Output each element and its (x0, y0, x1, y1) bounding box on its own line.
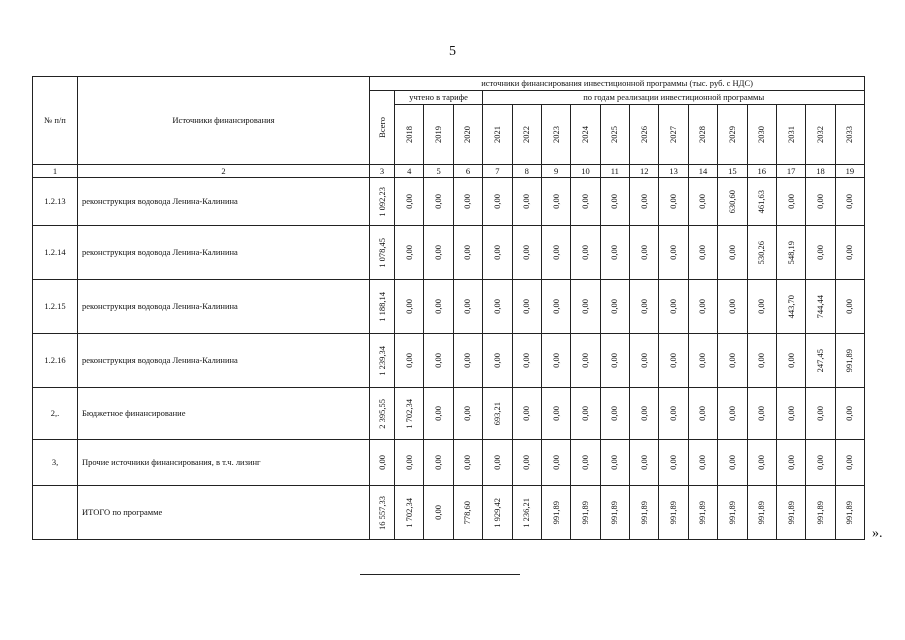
row-year-value: 0,00 (747, 440, 776, 486)
row-year-value: 0,00 (659, 388, 688, 440)
row-year-value: 991,89 (571, 486, 600, 540)
row-year-value: 0,00 (395, 440, 424, 486)
column-number: 16 (747, 165, 776, 178)
row-year-value: 1 702,34 (395, 388, 424, 440)
row-year-value: 991,89 (659, 486, 688, 540)
row-year-value: 991,89 (835, 334, 865, 388)
row-year-value: 630,60 (718, 178, 747, 226)
row-number (33, 486, 78, 540)
header-year: 2027 (659, 105, 688, 165)
row-source-name: реконструкция водовода Ленина-Калинина (78, 226, 370, 280)
row-year-value: 0,00 (659, 280, 688, 334)
row-year-value: 0,00 (718, 334, 747, 388)
row-year-value: 0,00 (424, 486, 453, 540)
row-year-value: 0,00 (424, 440, 453, 486)
row-year-value: 0,00 (718, 388, 747, 440)
header-year: 2031 (776, 105, 805, 165)
row-source-name: реконструкция водовода Ленина-Калинина (78, 280, 370, 334)
financing-table (32, 76, 865, 540)
row-year-value: 0,00 (541, 178, 570, 226)
row-source-name: Прочие источники финансирования, в т.ч. лизинг (78, 440, 370, 486)
row-source-name: реконструкция водовода Ленина-Калинина (78, 334, 370, 388)
row-year-value: 0,00 (630, 440, 659, 486)
header-year: 2020 (453, 105, 482, 165)
column-number: 10 (571, 165, 600, 178)
row-year-value: 0,00 (630, 226, 659, 280)
column-number: 6 (453, 165, 482, 178)
row-year-value: 0,00 (659, 226, 688, 280)
row-year-value: 0,00 (630, 388, 659, 440)
row-number: 2,. (33, 388, 78, 440)
row-year-value: 0,00 (835, 440, 865, 486)
row-year-value: 0,00 (835, 388, 865, 440)
row-year-value: 0,00 (571, 440, 600, 486)
row-total: 2 395,55 (370, 388, 395, 440)
row-year-value: 0,00 (395, 226, 424, 280)
column-number: 15 (718, 165, 747, 178)
row-year-value: 0,00 (659, 440, 688, 486)
row-year-value: 0,00 (718, 440, 747, 486)
row-year-value: 744,44 (806, 280, 835, 334)
row-year-value: 991,89 (541, 486, 570, 540)
row-year-value: 0,00 (776, 440, 805, 486)
row-year-value: 0,00 (776, 334, 805, 388)
row-year-value: 0,00 (483, 226, 512, 280)
row-year-value: 0,00 (747, 334, 776, 388)
row-number: 3, (33, 440, 78, 486)
table-row (33, 334, 865, 388)
row-year-value: 530,26 (747, 226, 776, 280)
row-year-value: 0,00 (483, 178, 512, 226)
row-year-value: 0,00 (747, 388, 776, 440)
header-year: 2032 (806, 105, 835, 165)
row-year-value: 0,00 (600, 388, 629, 440)
row-total: 1 239,34 (370, 334, 395, 388)
column-numbers-row (33, 165, 865, 178)
table-row (33, 388, 865, 440)
column-number: 8 (512, 165, 541, 178)
header-year: 2029 (718, 105, 747, 165)
row-year-value: 0,00 (424, 334, 453, 388)
header-year: 2026 (630, 105, 659, 165)
row-year-value: 693,21 (483, 388, 512, 440)
row-year-value: 0,00 (395, 280, 424, 334)
header-year: 2024 (571, 105, 600, 165)
table-row (33, 178, 865, 226)
header-year: 2023 (541, 105, 570, 165)
table-row (33, 486, 865, 540)
table-row (33, 226, 865, 280)
row-number: 1.2.14 (33, 226, 78, 280)
row-year-value: 0,00 (718, 280, 747, 334)
row-year-value: 0,00 (541, 388, 570, 440)
row-number: 1.2.15 (33, 280, 78, 334)
column-number: 3 (370, 165, 395, 178)
row-year-value: 0,00 (512, 334, 541, 388)
column-number: 12 (630, 165, 659, 178)
row-year-value: 0,00 (512, 280, 541, 334)
row-year-value: 0,00 (453, 178, 482, 226)
row-year-value: 0,00 (571, 226, 600, 280)
row-year-value: 0,00 (688, 334, 717, 388)
header-year: 2022 (512, 105, 541, 165)
row-year-value: 0,00 (630, 334, 659, 388)
column-number: 9 (541, 165, 570, 178)
row-year-value: 991,89 (776, 486, 805, 540)
row-year-value: 0,00 (747, 280, 776, 334)
row-year-value: 0,00 (600, 440, 629, 486)
row-year-value: 991,89 (688, 486, 717, 540)
row-year-value: 0,00 (571, 388, 600, 440)
row-year-value: 0,00 (483, 280, 512, 334)
row-year-value: 0,00 (659, 334, 688, 388)
header-year: 2030 (747, 105, 776, 165)
row-year-value: 991,89 (835, 486, 865, 540)
row-number: 1.2.16 (33, 334, 78, 388)
row-year-value: 0,00 (630, 178, 659, 226)
header-year: 2033 (835, 105, 865, 165)
row-year-value: 0,00 (571, 178, 600, 226)
footnote-rule (360, 574, 520, 575)
row-year-value: 247,45 (806, 334, 835, 388)
column-number: 4 (395, 165, 424, 178)
header-group-title: источники финансирования инвестиционной программы (тыс. руб. с НДС) (370, 77, 865, 91)
column-number: 1 (33, 165, 78, 178)
row-year-value: 0,00 (659, 178, 688, 226)
row-year-value: 0,00 (453, 334, 482, 388)
column-number: 17 (776, 165, 805, 178)
header-source: Источники финансирования (78, 77, 370, 165)
row-year-value: 1 236,21 (512, 486, 541, 540)
header-year: 2021 (483, 105, 512, 165)
row-year-value: 0,00 (688, 178, 717, 226)
row-year-value: 0,00 (806, 226, 835, 280)
row-year-value: 0,00 (806, 178, 835, 226)
row-year-value: 991,89 (747, 486, 776, 540)
row-year-value: 0,00 (600, 226, 629, 280)
row-source-name: Бюджетное финансирование (78, 388, 370, 440)
row-year-value: 1 929,42 (483, 486, 512, 540)
row-year-value: 461,63 (747, 178, 776, 226)
row-year-value: 0,00 (571, 280, 600, 334)
row-year-value: 0,00 (512, 226, 541, 280)
header-year: 2019 (424, 105, 453, 165)
row-year-value: 0,00 (512, 178, 541, 226)
row-year-value: 0,00 (512, 388, 541, 440)
row-year-value: 0,00 (835, 178, 865, 226)
column-number: 18 (806, 165, 835, 178)
row-year-value: 0,00 (483, 334, 512, 388)
row-year-value: 0,00 (453, 388, 482, 440)
row-total: 16 557,33 (370, 486, 395, 540)
row-year-value: 0,00 (600, 280, 629, 334)
row-year-value: 0,00 (688, 440, 717, 486)
row-year-value: 0,00 (424, 178, 453, 226)
column-number: 5 (424, 165, 453, 178)
row-year-value: 0,00 (453, 440, 482, 486)
row-year-value: 0,00 (395, 178, 424, 226)
row-year-value: 0,00 (571, 334, 600, 388)
row-source-name: ИТОГО по программе (78, 486, 370, 540)
row-total: 1 092,23 (370, 178, 395, 226)
row-year-value: 0,00 (424, 280, 453, 334)
row-year-value: 0,00 (483, 440, 512, 486)
header-years-group: по годам реализации инвестиционной программы (483, 91, 865, 105)
row-year-value: 0,00 (835, 226, 865, 280)
row-total: 1 188,14 (370, 280, 395, 334)
header-year: 2018 (395, 105, 424, 165)
header-year: 2025 (600, 105, 629, 165)
row-year-value: 991,89 (630, 486, 659, 540)
row-year-value: 0,00 (453, 280, 482, 334)
column-number: 2 (78, 165, 370, 178)
row-year-value: 0,00 (453, 226, 482, 280)
row-year-value: 991,89 (806, 486, 835, 540)
row-year-value: 0,00 (688, 388, 717, 440)
row-year-value: 0,00 (424, 388, 453, 440)
row-year-value: 548,19 (776, 226, 805, 280)
row-year-value: 0,00 (806, 388, 835, 440)
header-year: 2028 (688, 105, 717, 165)
row-year-value: 0,00 (541, 280, 570, 334)
row-year-value: 1 702,34 (395, 486, 424, 540)
row-year-value: 0,00 (512, 440, 541, 486)
row-year-value: 0,00 (541, 226, 570, 280)
row-year-value: 0,00 (600, 334, 629, 388)
column-number: 7 (483, 165, 512, 178)
column-number: 11 (600, 165, 629, 178)
column-number: 13 (659, 165, 688, 178)
row-year-value: 0,00 (688, 280, 717, 334)
row-year-value: 991,89 (718, 486, 747, 540)
row-year-value: 0,00 (395, 334, 424, 388)
row-total: 1 078,45 (370, 226, 395, 280)
page-number: 5 (449, 44, 456, 59)
row-year-value: 0,00 (541, 440, 570, 486)
row-year-value: 0,00 (835, 280, 865, 334)
table-row (33, 280, 865, 334)
row-number: 1.2.13 (33, 178, 78, 226)
row-total: 0,00 (370, 440, 395, 486)
header-total: Всего (370, 91, 395, 165)
row-year-value: 778,60 (453, 486, 482, 540)
row-source-name: реконструкция водовода Ленина-Калинина (78, 178, 370, 226)
row-year-value: 0,00 (630, 280, 659, 334)
row-year-value: 443,70 (776, 280, 805, 334)
row-year-value: 0,00 (718, 226, 747, 280)
row-year-value: 0,00 (688, 226, 717, 280)
table-row (33, 440, 865, 486)
column-number: 14 (688, 165, 717, 178)
row-year-value: 0,00 (541, 334, 570, 388)
closing-mark: ». (872, 526, 883, 541)
row-year-value: 0,00 (806, 440, 835, 486)
row-year-value: 991,89 (600, 486, 629, 540)
row-year-value: 0,00 (776, 388, 805, 440)
row-year-value: 0,00 (600, 178, 629, 226)
row-year-value: 0,00 (776, 178, 805, 226)
row-year-value: 0,00 (424, 226, 453, 280)
column-number: 19 (835, 165, 865, 178)
header-tariff: учтено в тарифе (395, 91, 483, 105)
header-no: № п/п (33, 77, 78, 165)
